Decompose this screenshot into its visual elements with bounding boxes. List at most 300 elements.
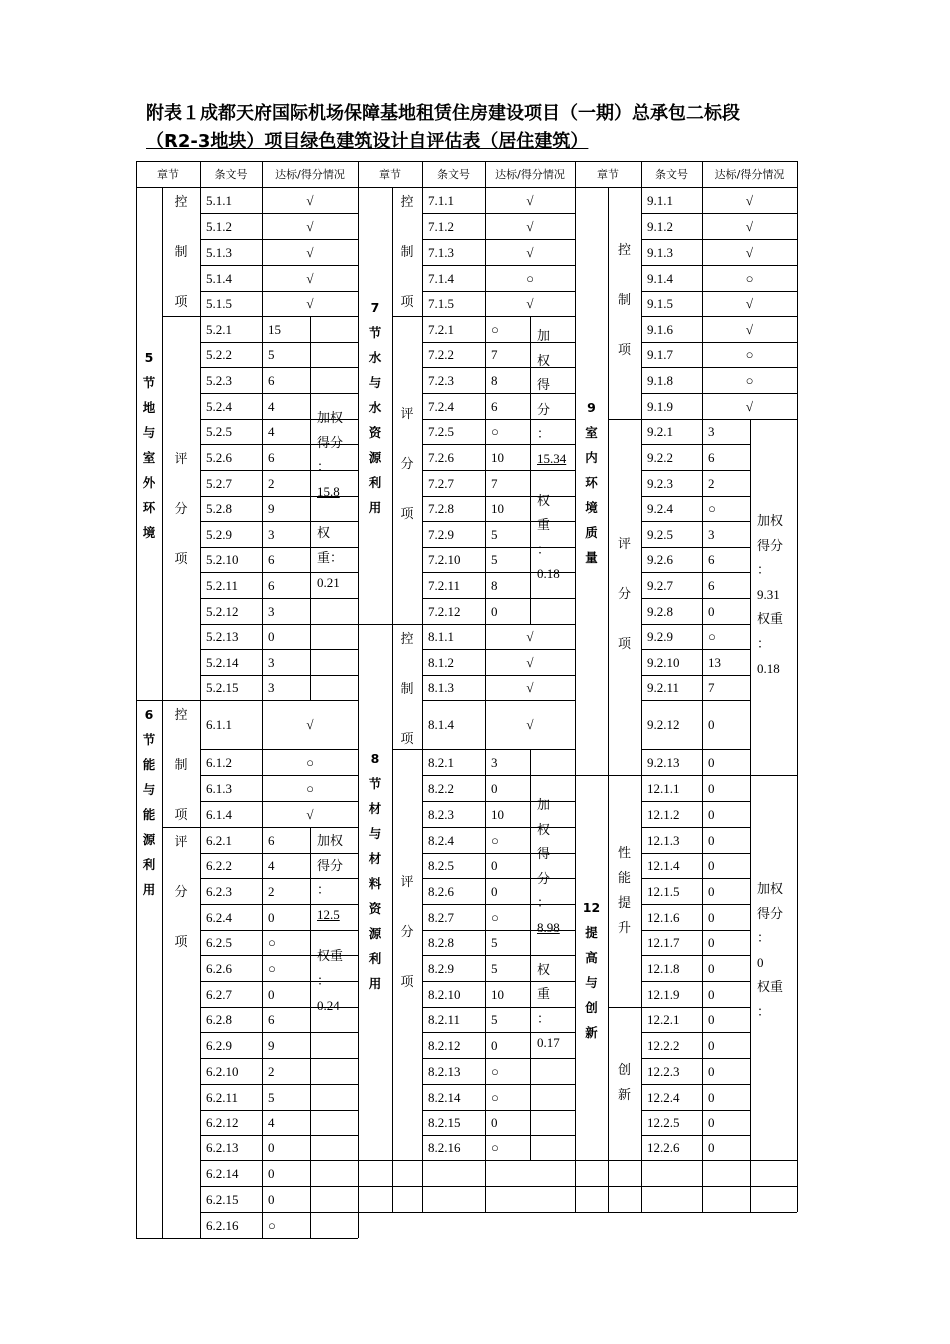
ch6-score-value-text: 0: [268, 1140, 275, 1155]
ch9-control-status: [702, 213, 797, 239]
ch8-score-value-text: 5: [491, 935, 498, 950]
header-status-a-text: 达标/得分情况: [275, 167, 345, 181]
ch9-score-clause-text: 9.2.2: [647, 449, 673, 465]
ch5-score-clause-text: 5.2.5: [206, 424, 232, 439]
ch5-score-clause: [200, 675, 262, 700]
ch9-score-value-text: 6: [708, 449, 715, 465]
ch8-score-value: [485, 1058, 530, 1084]
ch5-control-clause: [200, 291, 262, 316]
ch7-score-value: [485, 367, 530, 393]
ch5-score-value-text: 2: [268, 475, 275, 491]
ch6-score-clause: [200, 853, 262, 878]
ch5-score-clause-text: 5.2.13: [206, 629, 239, 644]
ch7-control-clause-text: 7.1.5: [428, 296, 454, 311]
ch6-score-value: [262, 1186, 310, 1212]
ch9-score-clause-text: 9.2.9: [647, 629, 673, 644]
ch8-score-value: [485, 904, 530, 930]
header-chapter-a: [136, 161, 200, 187]
ch7-control-clause-text: 7.1.4: [428, 270, 454, 286]
chapter-8-label-text: 8 节 材 与 材 料 资 源 利 用: [368, 751, 382, 991]
ch9-control-status: [702, 187, 797, 213]
ch12-innov-clause: [641, 1110, 702, 1135]
header-status-c-text: 达标/得分情况: [714, 167, 785, 181]
ch9-control-status: [702, 316, 797, 342]
ch6-control-status: [262, 801, 358, 827]
ch7-score-value: [485, 547, 530, 572]
ch7-score-value: [485, 496, 530, 521]
title-line-2: （R2-3地块）项目绿色建筑设计自评估表（居住建筑）: [146, 131, 589, 152]
ch9-score-clause-text: 9.2.10: [647, 654, 680, 670]
ch7-score-clause-text: 7.2.9: [428, 526, 454, 542]
ch8-control-status-text: √: [526, 680, 534, 695]
ch12-perf-value-text: 0: [708, 935, 715, 950]
ch12-perf-value-text: 0: [708, 832, 715, 848]
ch5-score-value: [262, 342, 310, 367]
ch7-score-value-text: 7: [491, 347, 498, 362]
ch9-control-clause-text: 9.1.2: [647, 218, 673, 234]
ch9-score-value-text: 0: [708, 603, 715, 619]
ch5-score-clause-text: 5.2.15: [206, 680, 239, 695]
ch6-control-status-text: ○: [306, 754, 314, 770]
ch8-control-status-text: √: [526, 629, 534, 644]
header-status-b-text: 达标/得分情况: [495, 167, 565, 181]
ch12-innov-value-text: 0: [708, 1037, 715, 1053]
header-status-a: [262, 161, 358, 187]
ch5-score-clause: [200, 624, 262, 649]
ch7-score-value: [485, 316, 530, 342]
ch8-control-status: [485, 624, 575, 649]
ch5-score-clause: [200, 316, 262, 342]
ch5-score-clause: [200, 444, 262, 470]
ch5-control-status-text: √: [306, 270, 314, 286]
ch9-score-label-text: 评 分 项: [617, 536, 631, 651]
ch8-score-value: [485, 955, 530, 981]
ch5-control-clause: [200, 239, 262, 265]
ch6-score-clause: [200, 1135, 262, 1160]
ch8-score-value: [485, 853, 530, 878]
ch8-score-value-text: ○: [491, 1089, 499, 1105]
ch5-score-value: [262, 624, 310, 649]
ch5-score-clause-text: 5.2.7: [206, 475, 232, 491]
ch12-perf-clause-text: 12.1.1: [647, 780, 680, 796]
ch5-score-value: [262, 316, 310, 342]
ch9-control-clause-text: 9.1.4: [647, 270, 673, 286]
ch9-control-clause: [641, 393, 702, 419]
ch8-score-clause-text: 8.2.13: [428, 1063, 461, 1079]
ch7-score-value: [485, 393, 530, 419]
ch6-score-clause-text: 6.2.6: [206, 960, 232, 976]
ch6-score-clause-text: 6.2.3: [206, 883, 232, 899]
ch7-control-status-text: √: [526, 296, 534, 311]
ch9-score-value: [702, 444, 750, 470]
ch6-score-value-text: ○: [268, 935, 276, 950]
ch7-control-status-text: ○: [526, 270, 534, 286]
ch9-control-status-text: √: [745, 296, 754, 311]
ch5-score-value-text: 3: [268, 654, 275, 670]
ch12-innov-clause: [641, 1135, 702, 1160]
ch8-score-value-text: 0: [491, 1037, 498, 1053]
ch12-perf-value: [702, 878, 750, 904]
ch5-score-label-text: 评 分 项: [174, 451, 188, 566]
ch9-control-label-text: 控 制 项: [617, 242, 631, 357]
ch6-score-clause-text: 6.2.10: [206, 1063, 239, 1079]
ch9-score-clause-text: 9.2.12: [647, 717, 680, 732]
ch5-score-value: [262, 393, 310, 419]
ch5-score-value-text: 4: [268, 424, 275, 439]
ch9-control-status: [702, 393, 797, 419]
ch12-weighted-text: 加权 得分 ： 0 权重 ：: [757, 881, 784, 1019]
ch9-control-status: [702, 367, 797, 393]
ch12-innov-clause: [641, 1007, 702, 1032]
ch6-score-value-text: ○: [268, 960, 276, 976]
ch6-control-label: [162, 700, 200, 827]
ch9-control-clause: [641, 239, 702, 265]
ch7-control-clause-text: 7.1.2: [428, 218, 454, 234]
ch12-perf-value: [702, 827, 750, 853]
ch6-control-clause-text: 6.1.3: [206, 780, 232, 796]
ch9-score-clause-text: 9.2.5: [647, 526, 673, 542]
ch9-control-clause: [641, 213, 702, 239]
ch6-score-value-text: 2: [268, 883, 275, 899]
ch7-score-clause-text: 7.2.8: [428, 501, 454, 516]
ch9-control-status-text: √: [745, 398, 754, 414]
header-clause-c: [641, 161, 702, 187]
ch5-control-status: [262, 187, 358, 213]
ch6-score-value-text: 4: [268, 1115, 275, 1130]
ch8-score-clause-text: 8.2.2: [428, 780, 454, 796]
ch7-control-status-text: √: [526, 192, 534, 208]
chapter-7-label-text: 7 节 水 与 水 资 源 利 用: [368, 300, 382, 515]
ch8-score-clause-text: 8.2.4: [428, 832, 454, 848]
ch5-score-label: [162, 316, 200, 700]
ch12-innov-value-text: 0: [708, 1012, 715, 1027]
ch9-score-value: [702, 749, 750, 775]
chapter-9-label: [575, 187, 608, 775]
ch5-score-clause: [200, 342, 262, 367]
ch7-score-clause: [422, 496, 485, 521]
ch5-control-clause: [200, 213, 262, 239]
ch8-score-label: [392, 749, 422, 1160]
ch7-score-clause: [422, 316, 485, 342]
ch12-perf-value-text: 0: [708, 780, 715, 796]
ch12-innov-value: [702, 1110, 750, 1135]
ch12-perf-value: [702, 955, 750, 981]
ch12-innov-value: [702, 1058, 750, 1084]
ch12-innov-clause-text: 12.2.1: [647, 1012, 680, 1027]
ch8-weighted-weight: 权 重 ： 0.17: [537, 961, 560, 1051]
ch5-score-clause-text: 5.2.10: [206, 552, 239, 567]
header-chapter-b: [358, 161, 422, 187]
ch5-score-clause: [200, 419, 262, 444]
ch7-weighted-label: 加 权 得 分 ：: [537, 328, 551, 442]
ch5-score-clause: [200, 393, 262, 419]
ch6-score-clause: [200, 1007, 262, 1032]
ch9-score-value-text: 6: [708, 552, 715, 567]
chapter-12-label: [575, 775, 608, 1160]
ch9-score-value: [702, 624, 750, 649]
ch7-score-value-text: ○: [491, 321, 499, 337]
ch6-score-clause: [200, 1160, 262, 1186]
ch7-score-clause: [422, 547, 485, 572]
ch9-score-value: [702, 470, 750, 496]
ch5-score-value-text: 6: [268, 372, 275, 388]
ch6-score-clause: [200, 1032, 262, 1058]
ch8-score-value-text: 0: [491, 883, 498, 899]
ch5-control-clause-text: 5.1.4: [206, 270, 232, 286]
ch5-score-value-text: 3: [268, 603, 275, 619]
ch5-score-value: [262, 598, 310, 624]
ch9-score-value-text: 0: [708, 717, 715, 732]
ch7-control-status: [485, 265, 575, 291]
ch12-perf-value: [702, 981, 750, 1007]
ch9-control-clause: [641, 316, 702, 342]
chapter-5-label-text: 5 节 地 与 室 外 环 境: [142, 350, 156, 540]
ch7-score-clause-text: 7.2.3: [428, 372, 454, 388]
ch12-innov-clause-text: 12.2.3: [647, 1063, 680, 1079]
ch7-control-label: [392, 187, 422, 316]
ch6-score-value-text: 0: [268, 986, 275, 1002]
ch8-score-clause: [422, 930, 485, 955]
ch9-control-status-text: ○: [745, 347, 754, 362]
ch9-score-clause: [641, 521, 702, 547]
ch5-score-clause-text: 5.2.4: [206, 398, 232, 414]
ch6-score-label: [162, 827, 200, 1238]
ch5-score-value-text: 3: [268, 526, 275, 542]
ch8-score-value-text: ○: [491, 909, 499, 925]
ch7-score-clause-text: 7.2.4: [428, 398, 454, 414]
ch6-score-value-text: 9: [268, 1037, 275, 1053]
ch7-control-status: [485, 187, 575, 213]
ch6-score-clause-text: 6.2.8: [206, 1012, 232, 1027]
ch8-control-clause-text: 8.1.4: [428, 717, 454, 732]
ch5-control-clause-text: 5.1.1: [206, 192, 232, 208]
ch6-score-clause: [200, 1058, 262, 1084]
ch9-control-clause-text: 9.1.3: [647, 244, 673, 260]
ch8-score-value-text: 3: [491, 754, 498, 770]
ch5-control-status-text: √: [306, 296, 314, 311]
ch6-score-clause-text: 6.2.4: [206, 909, 232, 925]
ch7-control-clause: [422, 239, 485, 265]
ch8-score-clause: [422, 853, 485, 878]
ch9-score-label: [608, 419, 641, 775]
ch6-weighted: [310, 827, 358, 1238]
ch8-score-clause-text: 8.2.5: [428, 858, 454, 873]
ch8-score-value: [485, 1110, 530, 1135]
ch8-score-clause-text: 8.2.1: [428, 754, 454, 770]
ch5-score-clause-text: 5.2.8: [206, 501, 232, 516]
ch9-control-clause: [641, 367, 702, 393]
ch8-control-clause-text: 8.1.2: [428, 654, 454, 670]
ch12-perf-value-text: 0: [708, 883, 715, 899]
ch8-control-clause: [422, 624, 485, 649]
ch9-control-status: [702, 239, 797, 265]
ch7-score-value: [485, 470, 530, 496]
ch12-innov-clause-text: 12.2.6: [647, 1140, 680, 1155]
ch7-score-value-text: 10: [491, 501, 504, 516]
ch7-score-clause: [422, 521, 485, 547]
ch5-score-value: [262, 367, 310, 393]
header-chapter-b-text: 章节: [379, 167, 401, 181]
ch8-score-value: [485, 1084, 530, 1110]
ch8-control-clause: [422, 700, 485, 749]
ch8-weighted: [530, 749, 575, 1160]
ch7-weighted-score: 15.34: [537, 450, 567, 466]
ch12-perf-value-text: 0: [708, 960, 715, 976]
ch9-control-clause-text: 9.1.7: [647, 347, 673, 362]
title-line-1: 附表１成都天府国际机场保障基地租赁住房建设项目（一期）总承包二标段: [146, 103, 740, 124]
ch8-weighted-label: 加 权 得 分 ：: [537, 797, 551, 911]
ch6-control-status-text: ○: [306, 780, 314, 796]
ch7-control-status-text: √: [526, 244, 534, 260]
ch5-score-clause-text: 5.2.14: [206, 654, 239, 670]
ch6-control-clause: [200, 700, 262, 749]
ch7-score-value-text: 8: [491, 577, 498, 593]
ch12-perf-clause-text: 12.1.6: [647, 909, 680, 925]
ch12-perf-value: [702, 801, 750, 827]
ch8-score-clause-text: 8.2.8: [428, 935, 454, 950]
ch9-score-clause: [641, 598, 702, 624]
ch5-score-clause: [200, 496, 262, 521]
ch5-score-clause-text: 5.2.1: [206, 321, 232, 337]
ch7-score-clause-text: 7.2.11: [428, 577, 461, 593]
header-clause-b-text: 条文号: [437, 167, 470, 181]
ch12-perf-clause-text: 12.1.5: [647, 883, 680, 899]
ch12-perf-value-text: 0: [708, 806, 715, 822]
ch6-score-value: [262, 1212, 310, 1238]
ch5-score-clause: [200, 572, 262, 598]
ch12-innov-clause-text: 12.2.2: [647, 1037, 680, 1053]
ch5-control-label-text: 控 制 项: [174, 194, 188, 309]
header-status-c: [702, 161, 797, 187]
ch8-score-clause-text: 8.2.11: [428, 1012, 461, 1027]
ch8-control-status: [485, 675, 575, 700]
ch12-perf-clause: [641, 853, 702, 878]
ch6-control-status: [262, 700, 358, 749]
ch7-control-status: [485, 239, 575, 265]
ch6-score-value-text: 6: [268, 832, 275, 848]
ch9-control-clause-text: 9.1.8: [647, 372, 673, 388]
ch12-perf-clause: [641, 981, 702, 1007]
ch9-score-value-text: 3: [708, 424, 715, 439]
ch6-score-value: [262, 1160, 310, 1186]
ch6-weighted-weight: 权重 ： 0.24: [317, 948, 344, 1013]
ch8-score-clause-text: 8.2.15: [428, 1115, 461, 1130]
ch8-score-clause: [422, 827, 485, 853]
ch8-control-status-text: √: [526, 654, 534, 670]
chapter-7-label: [358, 187, 392, 624]
ch9-score-clause: [641, 470, 702, 496]
ch7-score-clause: [422, 419, 485, 444]
ch6-control-clause-text: 6.1.1: [206, 717, 232, 732]
header-clause-a-text: 条文号: [214, 167, 248, 181]
ch9-score-value-text: ○: [708, 501, 716, 516]
ch9-score-value: [702, 675, 750, 700]
ch6-score-value: [262, 955, 310, 981]
ch9-score-clause-text: 9.2.4: [647, 501, 673, 516]
chapter-12-label-text: 12 提 高 与 创 新: [582, 900, 601, 1040]
ch9-control-clause-text: 9.1.1: [647, 192, 673, 208]
ch9-control-clause-text: 9.1.9: [647, 398, 673, 414]
ch7-score-clause-text: 7.2.10: [428, 552, 461, 567]
ch8-score-value: [485, 878, 530, 904]
ch9-score-value: [702, 700, 750, 749]
ch5-score-value: [262, 419, 310, 444]
ch6-score-clause-text: 6.2.16: [206, 1217, 239, 1233]
ch6-score-value: [262, 1084, 310, 1110]
ch9-weighted: [750, 419, 797, 775]
ch12-perf-clause-text: 12.1.2: [647, 806, 680, 822]
ch7-score-value-text: 6: [491, 398, 498, 414]
ch6-score-clause-text: 6.2.9: [206, 1037, 232, 1053]
chapter-8-label: [358, 624, 392, 1160]
ch12-perf-value: [702, 904, 750, 930]
ch5-score-value-text: 6: [268, 577, 275, 593]
ch9-score-value: [702, 572, 750, 598]
ch5-score-clause-text: 5.2.3: [206, 372, 232, 388]
ch9-score-clause-text: 9.2.13: [647, 754, 680, 770]
ch8-score-clause: [422, 1084, 485, 1110]
ch9-score-clause-text: 9.2.3: [647, 475, 673, 491]
ch5-score-clause-text: 5.2.11: [206, 577, 239, 593]
ch5-score-value: [262, 496, 310, 521]
ch9-score-value-text: 7: [708, 680, 715, 695]
ch7-score-value: [485, 572, 530, 598]
ch8-score-value: [485, 749, 530, 775]
ch7-score-clause: [422, 598, 485, 624]
ch8-score-value-text: 0: [491, 780, 498, 796]
ch7-control-clause: [422, 265, 485, 291]
ch8-score-clause: [422, 981, 485, 1007]
ch9-score-clause-text: 9.2.1: [647, 424, 673, 439]
ch7-control-clause: [422, 291, 485, 316]
ch9-score-clause-text: 9.2.11: [647, 680, 680, 695]
ch6-score-clause: [200, 981, 262, 1007]
ch6-score-clause-text: 6.2.7: [206, 986, 232, 1002]
ch9-score-clause-text: 9.2.6: [647, 552, 673, 567]
ch6-weighted-label: 加权 得分 ：: [317, 833, 344, 898]
ch12-perf-label-text: 性 能 提 升: [617, 845, 631, 935]
ch5-score-value-text: 5: [268, 347, 275, 362]
ch8-control-clause-text: 8.1.1: [428, 629, 454, 644]
ch7-score-clause-text: 7.2.7: [428, 475, 454, 491]
ch6-score-value-text: 6: [268, 1012, 275, 1027]
ch8-control-status: [485, 700, 575, 749]
ch8-score-value: [485, 775, 530, 801]
ch5-weighted: [310, 316, 358, 675]
ch6-score-clause-text: 6.2.12: [206, 1115, 239, 1130]
ch7-score-clause: [422, 367, 485, 393]
ch12-innov-clause: [641, 1058, 702, 1084]
ch8-score-clause-text: 8.2.3: [428, 806, 454, 822]
ch9-score-clause: [641, 572, 702, 598]
ch12-innov-value: [702, 1032, 750, 1058]
ch9-weighted-text: 加权 得分 ： 9.31 权重 ： 0.18: [757, 513, 784, 676]
ch9-control-clause-text: 9.1.5: [647, 296, 673, 311]
ch8-score-clause-text: 8.2.9: [428, 960, 454, 976]
ch5-control-status-text: √: [306, 218, 314, 234]
ch7-score-value: [485, 419, 530, 444]
ch9-control-status-text: √: [745, 218, 754, 234]
ch12-innov-value: [702, 1135, 750, 1160]
chapter-6-label-text: 6 节 能 与 能 源 利 用: [142, 707, 156, 897]
ch5-score-value: [262, 521, 310, 547]
ch8-score-value: [485, 1135, 530, 1160]
ch5-score-value-text: 3: [268, 680, 275, 695]
ch7-score-clause-text: 7.2.5: [428, 424, 454, 439]
header-clause-c-text: 条文号: [655, 167, 688, 181]
ch8-score-clause-text: 8.2.6: [428, 883, 454, 899]
ch5-control-clause-text: 5.1.5: [206, 296, 232, 311]
